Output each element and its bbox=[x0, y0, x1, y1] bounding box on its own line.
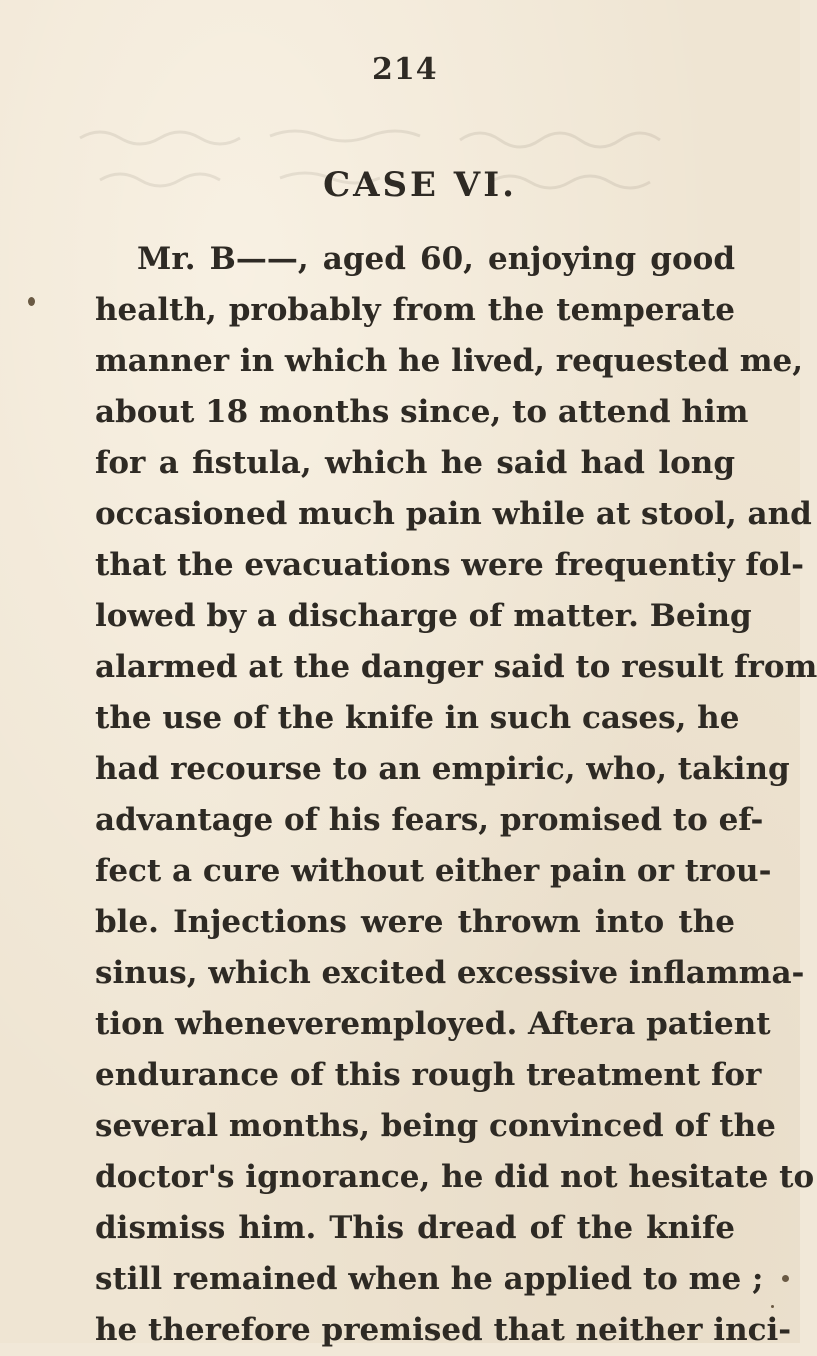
text-line: endurance of this rough treatment for bbox=[95, 1057, 762, 1093]
page-number: 214 bbox=[372, 52, 438, 87]
text-line: alarmed at the danger said to result from bbox=[95, 649, 817, 685]
text-line: fect a cure without either pain or trou- bbox=[95, 853, 772, 889]
text-line: about 18 months since, to attend him bbox=[95, 394, 749, 430]
text-line: doctor's ignorance, he did not hesitate to bbox=[95, 1159, 815, 1195]
text-line: for a fistula, which he said had long bbox=[95, 445, 735, 481]
paper-speck bbox=[771, 1305, 774, 1308]
case-heading: CASE VI. bbox=[323, 165, 517, 205]
text-line: ble. Injections were thrown into the bbox=[95, 904, 735, 940]
text-line: health, probably from the temperate bbox=[95, 292, 735, 328]
text-line: advantage of his fears, promised to ef- bbox=[95, 802, 764, 838]
text-line: sinus, which excited excessive inflamma- bbox=[95, 955, 805, 991]
paper-speck bbox=[782, 1275, 789, 1282]
text-line: that the evacuations were frequentiy fol- bbox=[95, 547, 804, 583]
text-line: manner in which he lived, requested me, bbox=[95, 343, 804, 379]
paper-speck bbox=[28, 297, 35, 306]
text-line: had recourse to an empiric, who, taking bbox=[95, 751, 790, 787]
text-line: several months, being convinced of the bbox=[95, 1108, 776, 1144]
text-line: tion wheneveremployed. Aftera patient bbox=[95, 1006, 771, 1042]
paragraph bbox=[95, 234, 817, 1356]
text-line: dismiss him. This dread of the knife bbox=[95, 1210, 735, 1246]
text-line: he therefore premised that neither inci- bbox=[95, 1312, 792, 1348]
text-line: the use of the knife in such cases, he bbox=[95, 700, 740, 736]
text-line: Mr. B——, aged 60, enjoying good bbox=[137, 241, 735, 277]
text-line: still remained when he applied to me ; bbox=[95, 1261, 764, 1297]
text-line: occasioned much pain while at stool, and bbox=[95, 496, 812, 532]
text-line: lowed by a discharge of matter. Being bbox=[95, 598, 752, 634]
